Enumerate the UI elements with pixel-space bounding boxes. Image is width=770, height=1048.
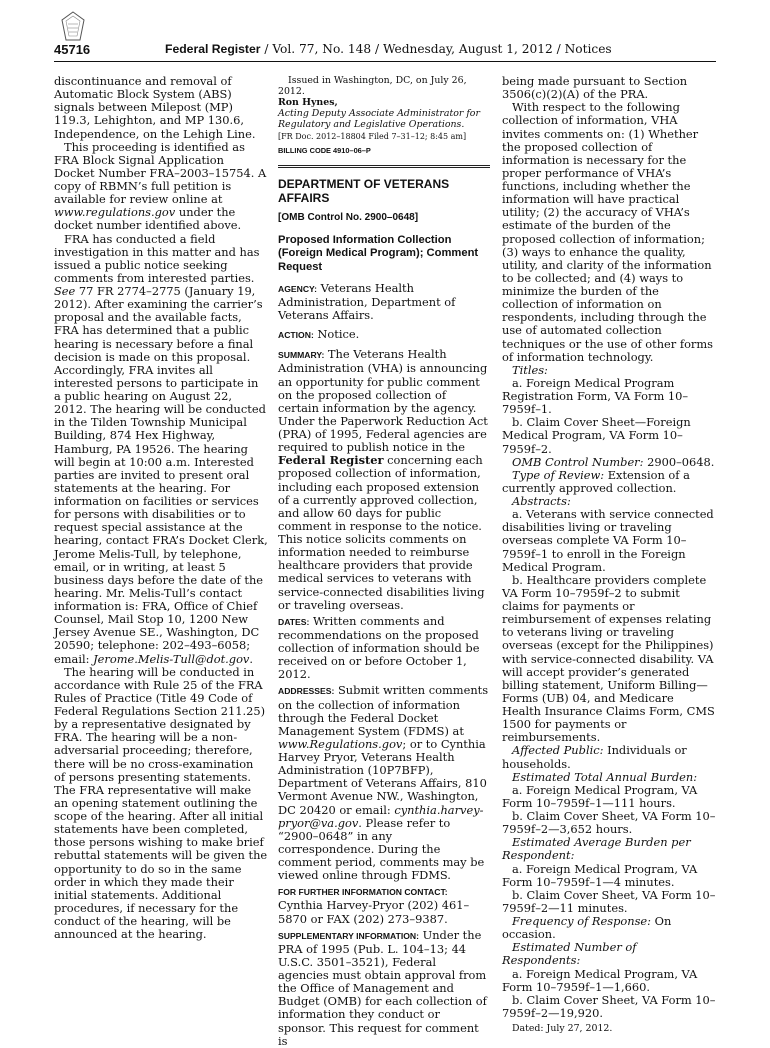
- fr-doc-line: [FR Doc. 2012–18804 Filed 7–31–12; 8:45 am]: [278, 132, 467, 141]
- signer-title: Acting Deputy Associate Administrator for Regulatory and Legislative Operations.: [278, 108, 480, 130]
- journal-name: Federal Register: [165, 42, 261, 56]
- action-field: ACTION: Notice.: [278, 327, 360, 342]
- abstracts-label: Abstracts:: [512, 494, 571, 508]
- issued-line: Issued in Washington, DC, on July 26, 2012.: [278, 75, 467, 97]
- agency-field: AGENCY: Veterans Health Administration, Department of Veterans Affairs.: [278, 280, 456, 323]
- column-3: [502, 75, 716, 1034]
- section-divider: [278, 165, 490, 168]
- agency-heading: DEPARTMENT OF VETERANS AFFAIRS: [278, 177, 450, 205]
- list-item: b. Claim Cover Sheet, VA Form 10–7959f–2—19,920.: [502, 992, 716, 1020]
- notice-title: Proposed Information Collection (Foreign Medical Program); Comment Request: [278, 234, 479, 273]
- list-item: b. Claim Cover Sheet, VA Form 10–7959f–2—11 minutes.: [502, 887, 716, 915]
- summary-field: SUMMARY: The Veterans Health Administration (VHA) is announcing an opportunity for public comment on the proposed collection of certain information by the agency. Under the Paperwork Reduction Act (PRA) of 1995, Federal agencies are required to publish notice in the Federal Register concerning each proposed collection of information, including each proposed extension of a currently approved collection, and allow 60 days for public comment in response to the notice. This notice solicits comments on information needed to reimburse healthcare providers that provide medical services to veterans with service-connected disabilities living or traveling overseas.: [278, 347, 488, 612]
- contact-field: FOR FURTHER INFORMATION CONTACT: Cynthia Harvey-Pryor (202) 461–5870 or FAX (202) 273–9387.: [278, 887, 470, 926]
- paragraph: discontinuance and removal of Automatic Block System (ABS) signals between Milepost (MP) 119.3, Lehighton, and MP 130.6, Independence, on the Lehigh Line.: [54, 74, 256, 141]
- dated-line: Dated: July 27, 2012.: [512, 1023, 613, 1034]
- email-link[interactable]: Jerome.Melis-Tull@dot.gov: [93, 651, 250, 666]
- list-item: a. Veterans with service connected disabilities living or traveling overseas complete VA Form 10–7959f–1 to enroll in the Foreign Medical Program.: [502, 507, 714, 574]
- regulations-gov-link[interactable]: www.Regulations.gov: [278, 736, 403, 751]
- review-type-field: Type of Review: Extension of a currently approved collection.: [502, 467, 690, 495]
- affected-public-field: Affected Public: Individuals or households.: [502, 743, 687, 771]
- paragraph: FRA has conducted a field investigation in this matter and has issued a public notice seeking comments from interested parties. See 77 FR 2774–2775 (January 19, 2012). After examining the carrier’s proposal and the available facts, FRA has determined that a public hearing is necessary before a final decision is made on this proposal. Accordingly, FRA invites all interested persons to participate in a public hearing on August 22, 2012. The hearing will be conducted in the Tilden Township Municipal Building, 874 Hex Highway, Hamburg, PA 19526. The hearing will begin at 10:00 a.m. Interested parties are invited to present oral statements at the hearing. For information on facilities or services for persons with disabilities or to request special assistance at the hearing, contact FRA’s Docket Clerk, Jerome Melis-Tull, by telephone, email, or in writing, at least 5 business days before the date of the hearing. Mr. Melis-Tull’s contact information is: FRA, Office of Chief Counsel, Mail Stop 10, 1200 New Jersey Avenue SE., Washington, DC 20590; telephone: 202–493–6058; email: Jerome.Melis-Tull@dot.gov.: [54, 231, 268, 666]
- omb-control-number: [OMB Control No. 2900–0648]: [278, 212, 419, 224]
- omb-control-field: OMB Control Number: 2900–0648.: [512, 454, 715, 469]
- paragraph: With respect to the following collection of information, VHA invites comments on: (1) Whether the proposed collection of information is necessary for the proper performance of VHA’s functions, including whether the information will have practical utility; (2) the accuracy of VHA’s estimate of the burden of the proposed collection of information; (3) ways to enhance the quality, utility, and clarity of the information to be collected; and (4) ways to minimize the burden of the collection of information on respondents, including through the use of automated collection techniques or the use of other forms of information technology.: [502, 100, 714, 364]
- column-1: [54, 75, 268, 941]
- respondents-label: Estimated Number of Respondents:: [502, 940, 637, 968]
- list-item: b. Claim Cover Sheet—Foreign Medical Program, VA Form 10–7959f–2.: [502, 415, 691, 456]
- list-item: a. Foreign Medical Program Registration Form, VA Form 10–7959f–1.: [502, 375, 689, 417]
- list-item: a. Foreign Medical Program, VA Form 10–7959f–1—111 hours.: [502, 782, 698, 810]
- signer-name: Ron Hynes,: [278, 97, 338, 108]
- issue-info: Vol. 77, No. 148 / Wednesday, August 1, 2012 / Notices: [272, 42, 612, 56]
- header-rule: [54, 61, 716, 62]
- supplementary-field: SUPPLEMENTARY INFORMATION: Under the PRA of 1995 (Pub. L. 104–13; 44 U.S.C. 3501–3521), Federal agencies must obtain approval from the Office of Management and Budget (OMB) for each collection of information they conduct or sponsor. This request for comment is: [278, 927, 487, 1048]
- page-number: 45716: [54, 42, 91, 57]
- running-head: Federal Register / Vol. 77, No. 148 / Wednesday, August 1, 2012 / Notices: [165, 42, 612, 56]
- column-2: [278, 75, 490, 1048]
- paragraph: The hearing will be conducted in accordance with Rule 25 of the FRA Rules of Practice (Title 49 Code of Federal Regulations Section 211.25) by a representative designated by FRA. The hearing will be a non-adversarial proceeding; therefore, there will be no cross-examination of persons presenting statements. The FRA representative will make an opening statement outlining the scope of the hearing. After all initial statements have been completed, those persons wishing to make brief rebuttal statements will be given the opportunity to do so in the same order in which they made their initial statements. Additional procedures, if necessary for the conduct of the hearing, will be announced at the hearing.: [54, 664, 268, 942]
- dates-field: DATES: Written comments and recommendations on the proposed collection of information should be received on or before October 1, 2012.: [278, 613, 480, 682]
- list-item: b. Claim Cover Sheet, VA Form 10–7959f–2—3,652 hours.: [502, 809, 716, 837]
- gpo-seal-logo: [54, 10, 92, 46]
- frequency-field: Frequency of Response: On occasion.: [502, 914, 672, 942]
- billing-code: BILLING CODE 4910–06–P: [278, 146, 371, 155]
- average-burden-label: Estimated Average Burden per Respondent:: [502, 835, 691, 863]
- list-item: a. Foreign Medical Program, VA Form 10–7959f–1—1,660.: [502, 966, 698, 994]
- annual-burden-label: Estimated Total Annual Burden:: [512, 769, 698, 784]
- titles-label: Titles:: [512, 362, 548, 377]
- regulations-link[interactable]: www.regulations.gov: [54, 205, 176, 220]
- list-item: a. Foreign Medical Program, VA Form 10–7959f–1—4 minutes.: [502, 861, 698, 889]
- addresses-field: ADDRESSES: Submit written comments on the collection of information through the Federal Docket Management System (FDMS) at www.Regulations.gov; or to Cynthia Harvey Pryor, Veterans Health Administration (10P7BFP), Department of Veterans Affairs, 810 Vermont Avenue NW., Washington, DC 20420 or email: cynthia.harvey-pryor@va.gov. Please refer to “2900–0648” in any correspondence. During the comment period, comments may be viewed online through FDMS.: [278, 683, 489, 883]
- paragraph: being made pursuant to Section 3506(c)(2)(A) of the PRA.: [502, 74, 688, 102]
- contact-email-link[interactable]: cynthia.harvey-pryor@va.gov: [278, 802, 484, 830]
- list-item: b. Healthcare providers complete VA Form 10–7959f–2 to submit claims for payments or reimbursement of expenses relating to veterans living or traveling overseas (except for the Philippines) with service-connected disability. VA will accept provider’s generated billing statement, Uniform Billing—Forms (UB) 04, and Medicare Health Insurance Claims Form, CMS 1500 for payments or reimbursements.: [502, 572, 715, 745]
- paragraph: This proceeding is identified as FRA Block Signal Application Docket Number FRA–2003–15754. A copy of RBMN’s full petition is available for review online at www.regulations.gov under the docket number identified above.: [54, 139, 267, 233]
